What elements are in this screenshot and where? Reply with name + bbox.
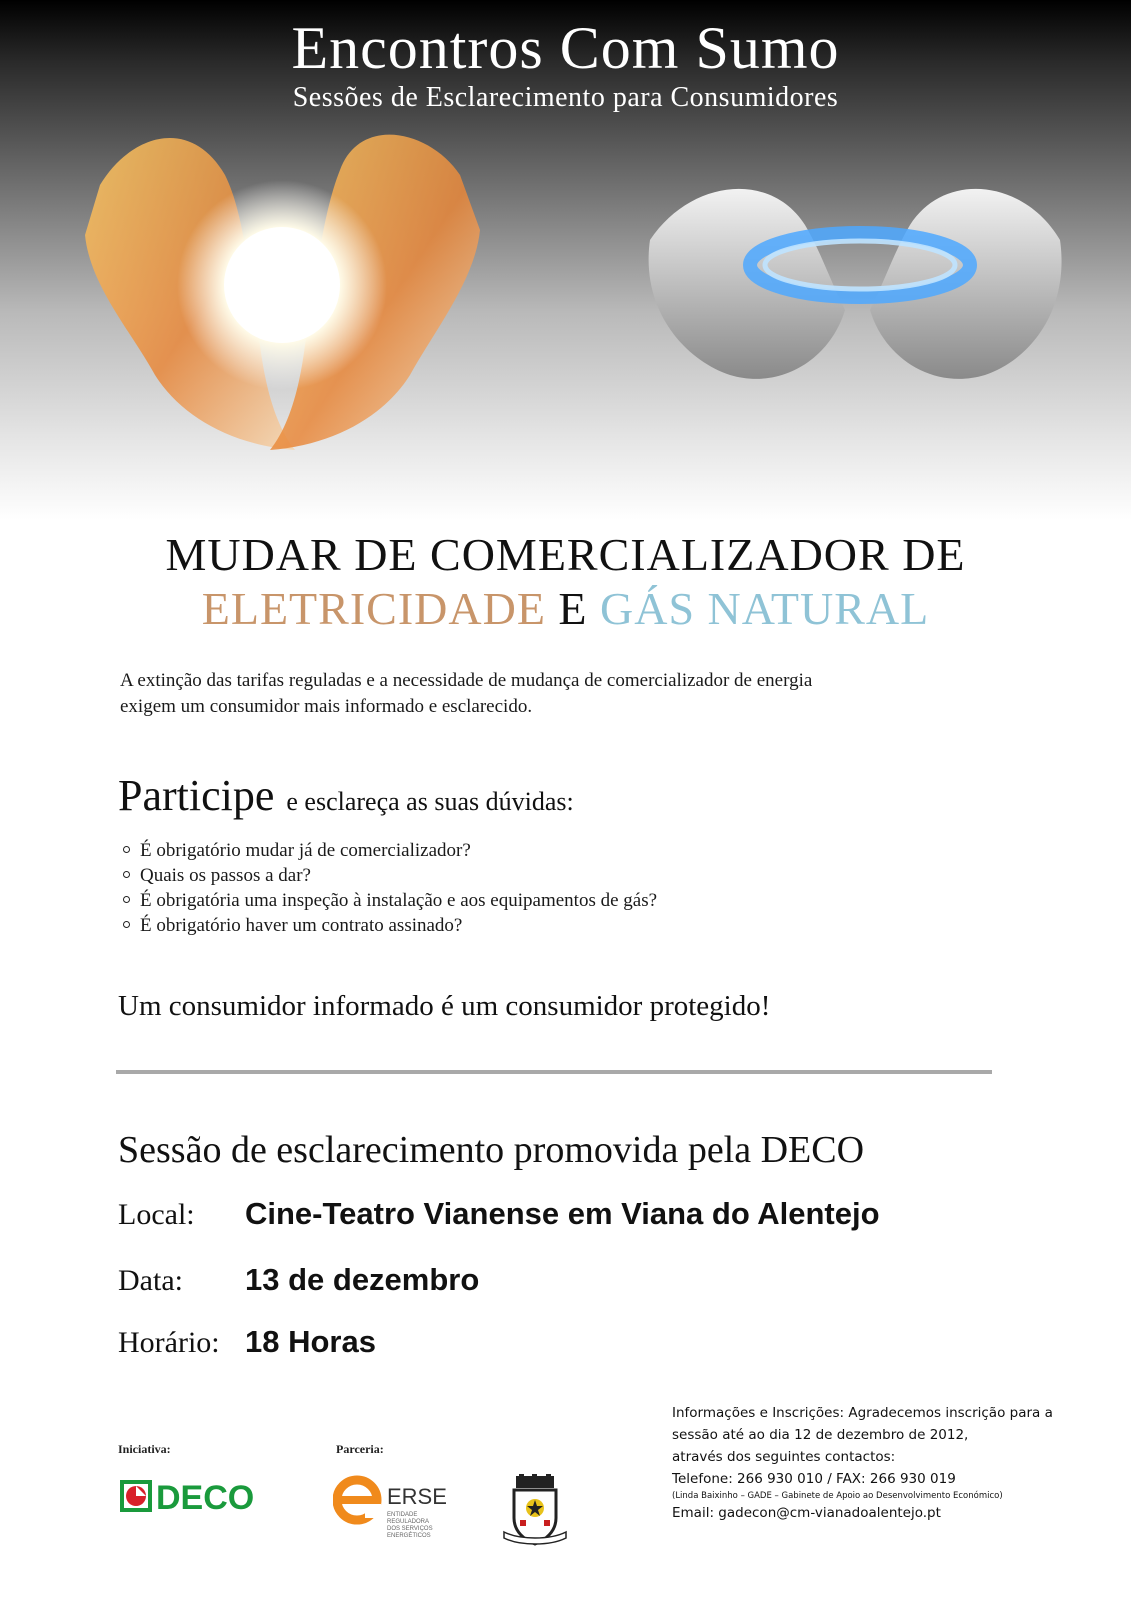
hands-with-light-image: [60, 115, 500, 460]
session-title: Sessão de esclarecimento promovida pela DECO: [118, 1129, 865, 1171]
date-value: 13 de dezembro: [245, 1262, 480, 1297]
erse-logo: [333, 1474, 448, 1544]
question-text: É obrigatória uma inspeção à instalação e aos equipamentos de gás?: [140, 890, 658, 911]
deco-logo-text: DECO: [156, 1479, 255, 1514]
question-text: Quais os passos a dar?: [140, 865, 311, 886]
erse-caption-line: DOS SERVIÇOS: [387, 1526, 433, 1532]
local-label: Local:: [118, 1198, 195, 1231]
contacts-email: Email: gadecon@cm-vianadoalentejo.pt: [672, 1505, 941, 1521]
contacts-line: Informações e Inscrições: Agradecemos inscrição para a: [672, 1405, 1053, 1421]
intro-line: exigem um consumidor mais informado e esclarecido.: [120, 696, 533, 717]
divider: [116, 1070, 992, 1074]
erse-caption-line: ENERGÉTICOS: [387, 1533, 431, 1539]
local-value: Cine-Teatro Vianense em Viana do Alentejo: [245, 1196, 880, 1231]
intro-line: A extinção das tarifas reguladas e a necessidade de mudança de comercializador de energia: [120, 670, 813, 691]
erse-caption-line: ENTIDADE: [387, 1512, 418, 1518]
bullet-icon: [123, 846, 130, 853]
contacts-block: [672, 1402, 1092, 1524]
list-item: [120, 888, 657, 913]
list-item: [120, 913, 657, 938]
municipal-crest-icon: [500, 1474, 570, 1546]
partnership-label: Parceria:: [336, 1442, 384, 1456]
intro-paragraph: [120, 668, 1000, 720]
participate-rest: e esclareça as suas dúvidas:: [286, 787, 574, 816]
deco-logo: [120, 1478, 280, 1514]
headline-gas: GÁS NATURAL: [600, 583, 930, 634]
slogan: Um consumidor informado é um consumidor protegido!: [118, 990, 771, 1022]
headline-and: E: [558, 583, 588, 634]
question-text: É obrigatório mudar já de comercializador?: [140, 840, 471, 861]
contacts-person: (Linda Baixinho – GADE – Gabinete de Apoio ao Desenvolvimento Económico): [672, 1491, 1003, 1501]
header-banner: [0, 0, 1131, 520]
questions-list: [120, 838, 657, 938]
contacts-line: através dos seguintes contactos:: [672, 1449, 896, 1465]
headline-electricity: ELETRICIDADE: [201, 583, 546, 634]
contacts-phone: Telefone: 266 930 010 / FAX: 266 930 019: [672, 1471, 956, 1487]
initiative-label: Iniciativa:: [118, 1442, 171, 1456]
banner-title: Encontros Com Sumo: [291, 15, 840, 81]
bullet-icon: [123, 896, 130, 903]
participate-heading: [118, 770, 574, 821]
headline-line-2: [0, 582, 1131, 635]
erse-logo-text: ERSE: [387, 1484, 447, 1509]
contacts-line: sessão até ao dia 12 de dezembro de 2012,: [672, 1427, 969, 1443]
list-item: [120, 863, 657, 888]
time-value: 18 Horas: [245, 1324, 376, 1359]
participate-word: Participe: [118, 771, 275, 820]
banner-subtitle: Sessões de Esclarecimento para Consumidores: [292, 82, 839, 113]
date-label: Data:: [118, 1264, 183, 1297]
hands-with-gas-flame-image: [630, 170, 1080, 400]
list-item: [120, 838, 657, 863]
erse-caption-line: REGULADORA: [387, 1519, 430, 1525]
bullet-icon: [123, 871, 130, 878]
headline-line-1: MUDAR DE COMERCIALIZADOR DE: [165, 529, 966, 580]
time-label: Horário:: [118, 1326, 220, 1359]
bullet-icon: [123, 921, 130, 928]
question-text: É obrigatório haver um contrato assinado?: [140, 915, 463, 936]
